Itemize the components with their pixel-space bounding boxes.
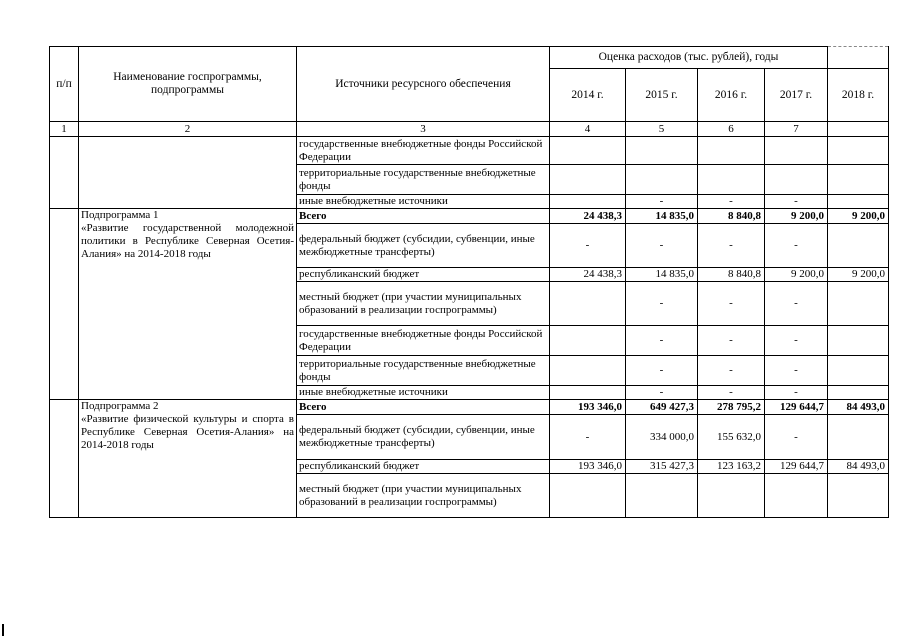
source-cell: федеральный бюджет (субсидии, субвенции, иные межбюджетные трансферты)	[297, 224, 550, 268]
sub2-num-cell	[50, 400, 79, 518]
value-cell	[698, 165, 765, 195]
source-cell: территориальные государственные внебюджетные фонды	[297, 165, 550, 195]
value-cell: 193 346,0	[550, 460, 626, 474]
source-cell: иные внебюджетные источники	[297, 386, 550, 400]
source-cell: местный бюджет (при участии муниципальных образований в реализации госпрограммы)	[297, 474, 550, 518]
value-cell: 649 427,3	[626, 400, 698, 415]
table-row	[50, 209, 889, 224]
value-cell: 9 200,0	[765, 268, 828, 282]
value-cell: 14 835,0	[626, 209, 698, 224]
value-cell	[550, 282, 626, 326]
value-cell: 155 632,0	[698, 415, 765, 460]
value-cell	[550, 165, 626, 195]
budget-table	[49, 46, 889, 518]
value-cell	[828, 137, 889, 165]
header-empty	[828, 47, 889, 69]
value-cell: -	[765, 224, 828, 268]
header-year-2016: 2016 г.	[698, 69, 765, 122]
index-cell: 1	[50, 122, 79, 137]
value-cell: -	[626, 356, 698, 386]
value-cell	[550, 386, 626, 400]
value-cell: 8 840,8	[698, 268, 765, 282]
value-cell	[550, 326, 626, 356]
sub2-title: Подпрограмма 2	[81, 400, 159, 412]
value-cell	[828, 165, 889, 195]
value-cell: -	[698, 224, 765, 268]
value-cell	[626, 474, 698, 518]
header-name: Наименование госпрограммы, подпрограммы	[79, 47, 297, 122]
value-cell	[828, 282, 889, 326]
value-cell: -	[626, 224, 698, 268]
sub1-num-cell	[50, 209, 79, 400]
source-cell: государственные внебюджетные фонды Российской Федерации	[297, 326, 550, 356]
value-cell	[765, 137, 828, 165]
value-cell: -	[550, 224, 626, 268]
value-cell	[550, 195, 626, 209]
source-cell: республиканский бюджет	[297, 268, 550, 282]
value-cell: 315 427,3	[626, 460, 698, 474]
value-cell: -	[765, 415, 828, 460]
header-year-2017: 2017 г.	[765, 69, 828, 122]
cont-name-cell	[79, 137, 297, 209]
value-cell	[828, 474, 889, 518]
sub1-title: Подпрограмма 1	[81, 209, 159, 221]
value-cell	[765, 165, 828, 195]
value-cell: -	[698, 195, 765, 209]
source-cell: государственные внебюджетные фонды Российской Федерации	[297, 137, 550, 165]
value-cell: -	[626, 386, 698, 400]
value-cell: 9 200,0	[828, 209, 889, 224]
scan-artifact	[2, 624, 4, 636]
index-cell: 7	[765, 122, 828, 137]
value-cell: 129 644,7	[765, 460, 828, 474]
value-cell: -	[765, 282, 828, 326]
index-cell: 6	[698, 122, 765, 137]
value-cell	[828, 224, 889, 268]
value-cell	[550, 474, 626, 518]
header-num: п/п	[50, 47, 79, 122]
value-cell: 84 493,0	[828, 400, 889, 415]
source-cell: иные внебюджетные источники	[297, 195, 550, 209]
value-cell: -	[698, 386, 765, 400]
source-cell: местный бюджет (при участии муниципальных образований в реализации госпрограммы)	[297, 282, 550, 326]
value-cell: 278 795,2	[698, 400, 765, 415]
cont-num-cell	[50, 137, 79, 209]
index-cell-empty	[828, 122, 889, 137]
value-cell: 8 840,8	[698, 209, 765, 224]
value-cell: -	[765, 356, 828, 386]
value-cell	[550, 137, 626, 165]
sub2-name: «Развитие физической культуры и спорта в Республике Северная Осетия-Алания» на 2014-2018 годы	[81, 413, 294, 451]
value-cell	[828, 356, 889, 386]
value-cell: -	[550, 415, 626, 460]
value-cell: -	[626, 195, 698, 209]
header-year-2018: 2018 г.	[828, 69, 889, 122]
value-cell: -	[765, 195, 828, 209]
value-cell: -	[626, 326, 698, 356]
value-cell	[828, 195, 889, 209]
value-cell: -	[698, 326, 765, 356]
sub2-name-cell	[79, 400, 297, 518]
value-cell	[828, 415, 889, 460]
value-cell: 334 000,0	[626, 415, 698, 460]
value-cell: -	[626, 282, 698, 326]
sub1-name: «Развитие государственной молодежной политики в Республике Северная Осетия-Алания» на 2014-2018 годы	[81, 222, 294, 260]
index-cell: 3	[297, 122, 550, 137]
header-row-1	[50, 47, 889, 69]
index-cell: 4	[550, 122, 626, 137]
value-cell: 84 493,0	[828, 460, 889, 474]
value-cell: -	[765, 386, 828, 400]
value-cell: -	[765, 326, 828, 356]
table-row	[50, 400, 889, 415]
value-cell	[698, 137, 765, 165]
index-cell: 5	[626, 122, 698, 137]
index-row	[50, 122, 889, 137]
table-row	[50, 137, 889, 165]
source-cell-total: Всего	[297, 400, 550, 415]
header-estimate: Оценка расходов (тыс. рублей), годы	[550, 47, 828, 69]
value-cell	[828, 386, 889, 400]
source-cell: федеральный бюджет (субсидии, субвенции, иные межбюджетные трансферты)	[297, 415, 550, 460]
value-cell	[550, 356, 626, 386]
value-cell: 14 835,0	[626, 268, 698, 282]
value-cell	[626, 137, 698, 165]
sub1-name-cell	[79, 209, 297, 400]
value-cell	[765, 474, 828, 518]
value-cell	[828, 326, 889, 356]
value-cell: 24 438,3	[550, 209, 626, 224]
value-cell: 24 438,3	[550, 268, 626, 282]
value-cell: 129 644,7	[765, 400, 828, 415]
source-cell-total: Всего	[297, 209, 550, 224]
header-year-2014: 2014 г.	[550, 69, 626, 122]
index-cell: 2	[79, 122, 297, 137]
value-cell: -	[698, 356, 765, 386]
header-sources: Источники ресурсного обеспечения	[297, 47, 550, 122]
source-cell: республиканский бюджет	[297, 460, 550, 474]
value-cell: 123 163,2	[698, 460, 765, 474]
value-cell: -	[698, 282, 765, 326]
value-cell: 9 200,0	[765, 209, 828, 224]
header-year-2015: 2015 г.	[626, 69, 698, 122]
value-cell: 193 346,0	[550, 400, 626, 415]
source-cell: территориальные государственные внебюджетные фонды	[297, 356, 550, 386]
value-cell	[626, 165, 698, 195]
value-cell: 9 200,0	[828, 268, 889, 282]
value-cell	[698, 474, 765, 518]
